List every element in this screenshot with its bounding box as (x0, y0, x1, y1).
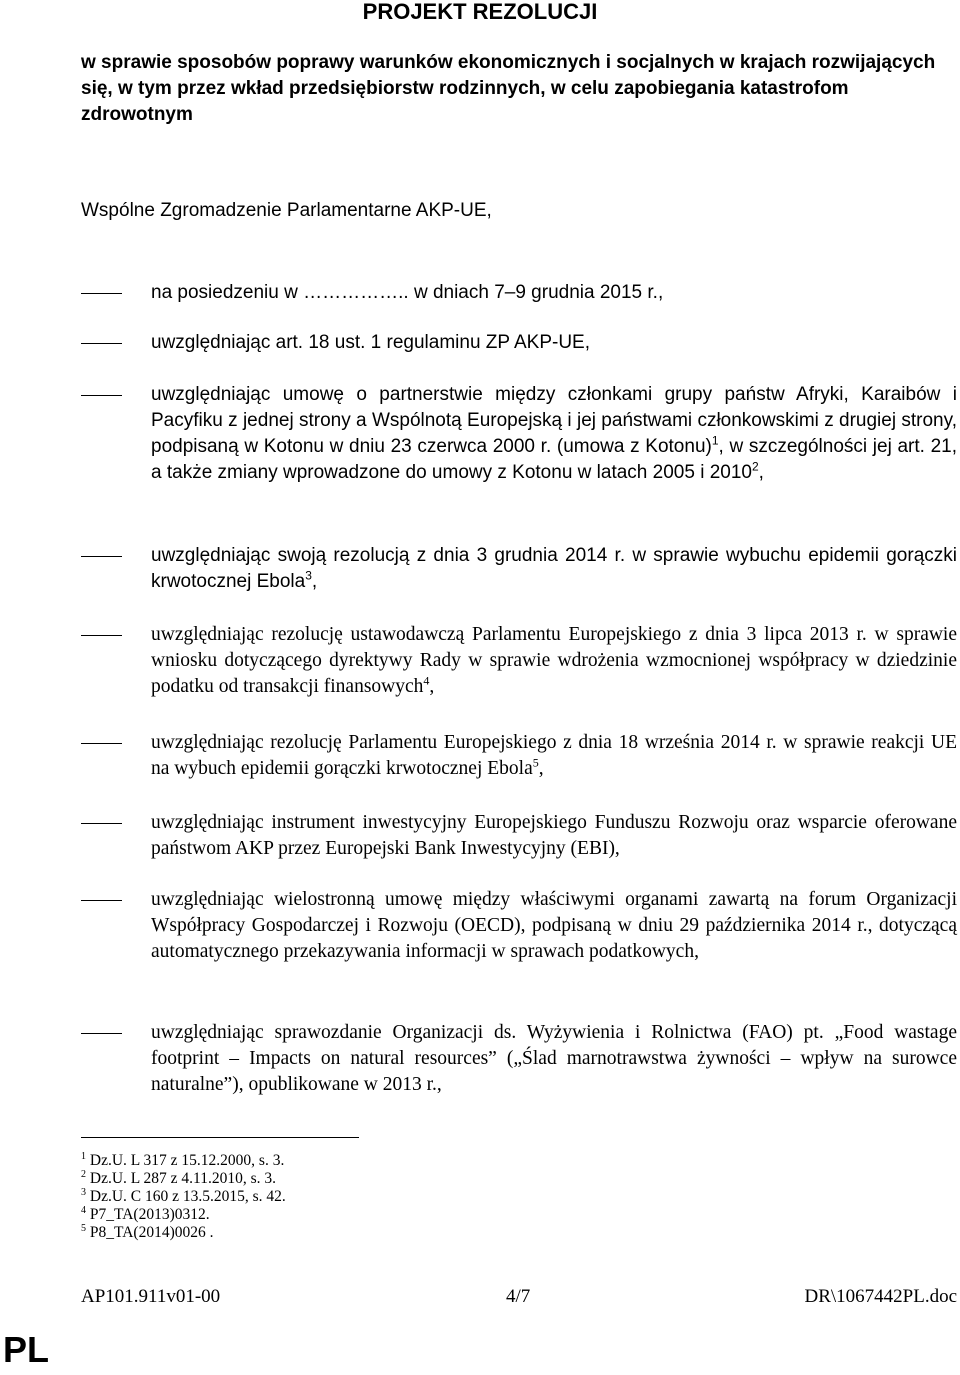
language-code: PL (3, 1329, 50, 1370)
footnote-number: 3 (81, 1186, 86, 1198)
footnote-text: Dz.U. C 160 z 13.5.2015, s. 42. (89, 1188, 286, 1205)
footnote-number: 1 (81, 1150, 86, 1162)
citation-text: na posiedzeniu w …………….. w dniach 7–9 grudnia 2015 r., (151, 282, 664, 303)
resolution-subject: w sprawie sposobów poprawy warunków ekonomicznych i socjalnych w krajach rozwijających się, w tym przez wkład przedsiębiorstw rodzinnych, w celu zapobiegania katastrofom zdrowotnym (81, 52, 936, 125)
citation-text (151, 543, 957, 595)
footnote-text: Dz.U. L 317 z 15.12.2000, s. 3. (89, 1152, 285, 1169)
citation-text-part: uwzględniając rezolucję ustawodawczą Parlamentu Europejskiego z dnia 3 lipca 2013 r. w sprawie wniosku dotyczącego dyrektywy Rady w sprawie wdrożenia wzmocnionej współpracy w dziedzinie podatku od transakcji finansowych (151, 624, 957, 697)
citation-text-part: , (758, 462, 764, 483)
footnote-number: 4 (81, 1204, 86, 1216)
footnote (81, 1206, 581, 1224)
dash-marker (81, 395, 122, 396)
document-title: PROJEKT REZOLUCJI (362, 0, 598, 24)
page-number: 4/7 (506, 1286, 531, 1307)
footnote-separator (81, 1137, 359, 1138)
footnotes (81, 1152, 581, 1242)
page-footer (81, 1285, 957, 1309)
dash-marker (81, 293, 122, 294)
dash-marker (81, 743, 122, 744)
dash-marker (81, 343, 122, 344)
citation-text: uwzględniając instrument inwestycyjny Europejskiego Funduszu Rozwoju oraz wsparcie oferowane państwom AKP przez Europejski Bank Inwestycyjny (EBI), (151, 812, 957, 859)
footnote (81, 1188, 581, 1206)
footnote-number: 5 (81, 1222, 86, 1234)
citation-text-part: , w szczególności jej art. 21, a także zmiany wprowadzone do umowy z Kotonu w latach 2005 i 2010 (151, 436, 957, 483)
footnote-text: Dz.U. L 287 z 4.11.2010, s. 3. (89, 1170, 276, 1187)
citation-text: uwzględniając sprawozdanie Organizacji ds. Wyżywienia i Rolnictwa (FAO) pt. „Food wastage footprint – Impacts on natural resources” („Ślad marnotrawstwa żywności – wpływ na surowce naturalne”), opublikowane w 2013 r., (151, 1022, 957, 1095)
footnote (81, 1152, 581, 1170)
document-reference: AP101.911v01-00 (81, 1286, 221, 1307)
citation-text (151, 382, 957, 486)
citation-text-part: uwzględniając swoją rezolucją z dnia 3 grudnia 2014 r. w sprawie wybuchu epidemii gorączki krwotocznej Ebola (151, 545, 957, 592)
citation-text: uwzględniając wielostronną umowę między właściwymi organami zawartą na forum Organizacji Współpracy Gospodarczej i Rozwoju (OECD), podpisaną w dniu 29 października 2014 r., dotyczącą automatycznego przekazywania informacji w sprawach podatkowych, (151, 889, 957, 962)
assembly-name: Wspólne Zgromadzenie Parlamentarne AKP-UE, (81, 200, 492, 221)
citation-text-part: , (311, 571, 318, 592)
footnote-ref[interactable]: 2 (751, 459, 759, 474)
dash-marker (81, 823, 122, 824)
footnote-text: P8_TA(2014)0026 . (89, 1224, 214, 1241)
footnote-text: P7_TA(2013)0312. (89, 1206, 210, 1223)
dash-marker (81, 635, 122, 636)
footnote (81, 1224, 581, 1242)
citation-text (151, 730, 957, 782)
citation-text-part: uwzględniając rezolucję Parlamentu Europejskiego z dnia 18 września 2014 r. w sprawie reakcji UE na wybuch epidemii gorączki krwotocznej Ebola (151, 732, 957, 779)
dash-marker (81, 556, 122, 557)
citation-text-part: , (538, 758, 544, 779)
footnote-number: 2 (81, 1168, 86, 1180)
citation-text-part: , (429, 676, 435, 697)
footnote-ref[interactable]: 1 (711, 433, 719, 448)
dash-marker (81, 900, 122, 901)
citation-text (151, 622, 957, 700)
citation-text: uwzględniając art. 18 ust. 1 regulaminu ZP AKP-UE, (151, 332, 590, 353)
footnote-ref[interactable]: 4 (423, 673, 430, 688)
citation-text-part: uwzględniając umowę o partnerstwie między członkami grupy państw Afryki, Karaibów i Pacyfiku z jednej strony a Wspólnotą Europejską i jej państwami członkowskimi z drugiej strony, podpisaną w Kotonu w dniu 23 czerwca 2000 r. (umowa z Kotonu) (151, 384, 957, 457)
footnote-ref[interactable]: 5 (532, 755, 539, 770)
file-name: DR\1067442PL.doc (804, 1286, 957, 1307)
dash-marker (81, 1033, 122, 1034)
footnote-ref[interactable]: 3 (305, 568, 312, 583)
footnote (81, 1170, 581, 1188)
